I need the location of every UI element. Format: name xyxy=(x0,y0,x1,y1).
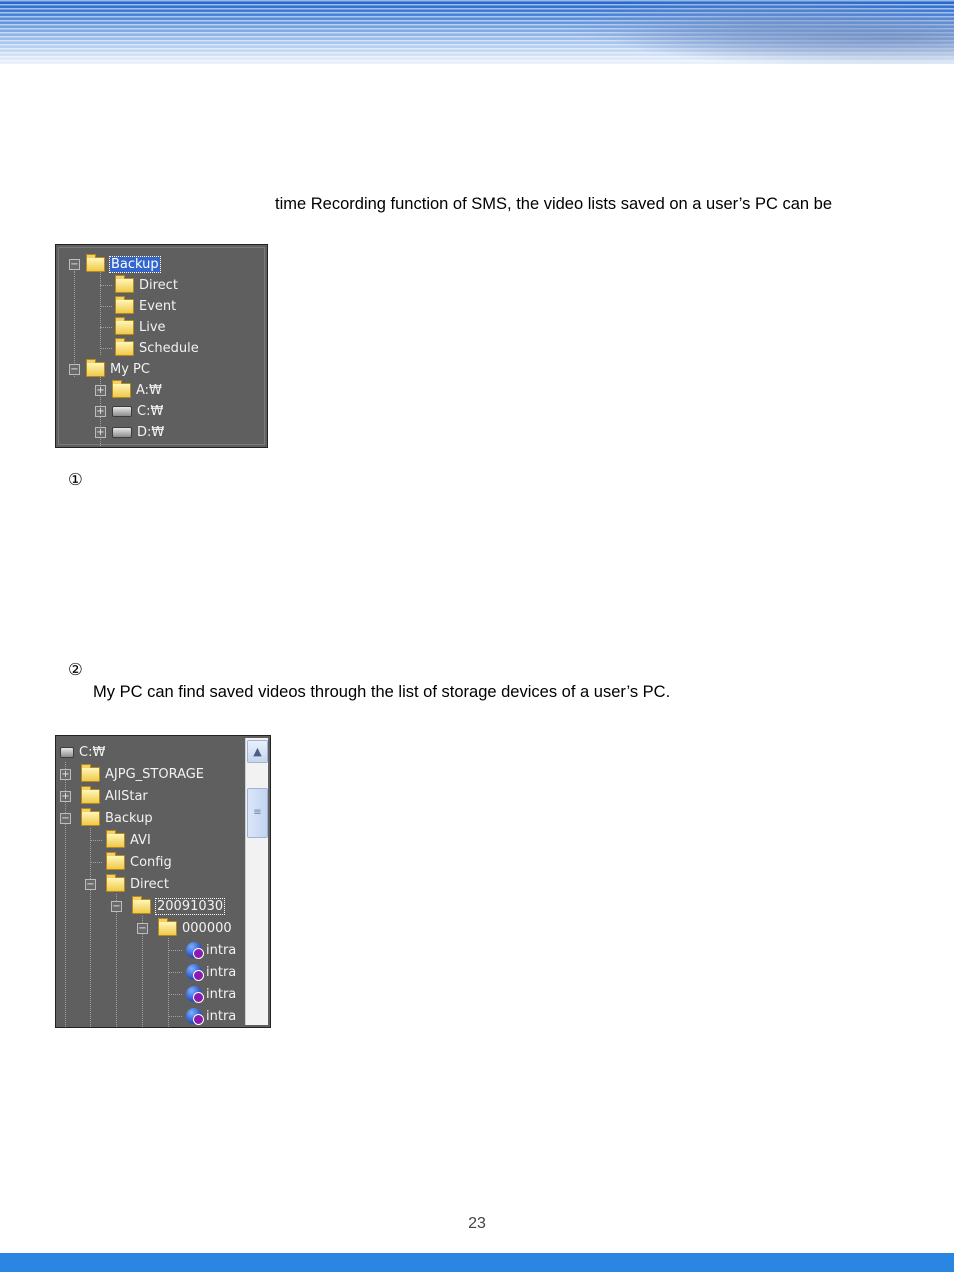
folder-icon xyxy=(86,257,105,272)
tree-node-avi[interactable] xyxy=(106,830,151,850)
tree-label: D:₩ xyxy=(137,424,165,440)
folder-icon xyxy=(132,899,151,914)
tree-node-video-file[interactable] xyxy=(186,940,236,960)
hard-drive-icon xyxy=(112,406,132,417)
tree-node-ajpg-storage[interactable] xyxy=(60,764,204,784)
tree-label: intra xyxy=(206,1008,237,1024)
tree-label: 000000 xyxy=(182,920,232,936)
expand-icon[interactable]: + xyxy=(96,384,105,396)
tree-node-000000[interactable] xyxy=(137,918,232,938)
folder-icon xyxy=(81,789,100,804)
tree-label: Direct xyxy=(130,876,169,892)
intro-line: time Recording function of SMS, the video lists saved on a user’s PC can be xyxy=(275,195,833,213)
expand-icon[interactable]: + xyxy=(96,405,105,417)
tree-label: C:₩ xyxy=(137,403,164,419)
tree-label: My PC xyxy=(110,361,150,377)
tree-label: AVI xyxy=(130,832,151,848)
video-file-icon xyxy=(186,1008,202,1024)
scroll-up-icon[interactable]: ▲ xyxy=(247,740,268,763)
video-file-icon xyxy=(186,986,202,1002)
tree-node-backup[interactable] xyxy=(60,808,153,828)
tree-label: 20091030 xyxy=(157,898,224,914)
tree-node-direct[interactable] xyxy=(115,275,178,295)
collapse-icon[interactable]: − xyxy=(86,878,95,890)
expand-icon[interactable]: + xyxy=(61,790,70,802)
tree-node-direct[interactable] xyxy=(85,874,169,894)
tree-node-drive-c[interactable] xyxy=(95,401,163,421)
tree-panel-my-pc xyxy=(55,735,271,1028)
folder-icon xyxy=(115,320,134,335)
tree-label: Backup xyxy=(111,256,159,272)
tree-node-drive-c[interactable] xyxy=(60,742,105,762)
collapse-icon[interactable]: − xyxy=(61,812,70,824)
folder-icon xyxy=(81,767,100,782)
footer-bar xyxy=(0,1253,954,1272)
collapse-icon[interactable]: − xyxy=(70,258,79,270)
tree-panel-backup xyxy=(55,244,268,448)
folder-icon xyxy=(112,383,131,398)
tree-node-drive-d[interactable] xyxy=(95,422,164,442)
vertical-scrollbar[interactable] xyxy=(245,738,268,1025)
tree-node-video-file[interactable] xyxy=(186,1006,236,1026)
page-number: 23 xyxy=(468,1215,486,1232)
tree-node-video-file[interactable] xyxy=(186,962,236,982)
tree-label: AllStar xyxy=(105,788,148,804)
hard-drive-icon xyxy=(60,747,74,758)
tree-node-schedule[interactable] xyxy=(115,338,199,358)
tree-label: Direct xyxy=(139,277,178,293)
tree-node-event[interactable] xyxy=(115,296,176,316)
folder-icon xyxy=(158,921,177,936)
tree-node-live[interactable] xyxy=(115,317,166,337)
folder-icon xyxy=(115,278,134,293)
tree-label: intra xyxy=(206,942,237,958)
marker-2: ② xyxy=(68,661,83,679)
tree-label: Event xyxy=(139,298,177,314)
tree-label: Backup xyxy=(105,810,153,826)
folder-icon xyxy=(115,341,134,356)
folder-icon xyxy=(86,362,105,377)
tree-label: AJPG_STORAGE xyxy=(105,766,205,782)
tree-label: C:₩ xyxy=(79,744,106,760)
tree-label: intra xyxy=(206,964,237,980)
folder-icon xyxy=(106,855,125,870)
tree-node-20091030[interactable] xyxy=(111,896,224,916)
tree-label: Live xyxy=(139,319,166,335)
tree-label: Config xyxy=(130,854,172,870)
tree-node-video-file[interactable] xyxy=(186,984,236,1004)
expand-icon[interactable]: + xyxy=(96,426,105,438)
collapse-icon[interactable]: − xyxy=(138,922,147,934)
expand-icon[interactable]: + xyxy=(61,768,70,780)
folder-icon xyxy=(81,811,100,826)
collapse-icon[interactable]: − xyxy=(112,900,121,912)
header-banner xyxy=(0,0,954,64)
folder-icon xyxy=(106,833,125,848)
folder-icon xyxy=(115,299,134,314)
video-file-icon xyxy=(186,942,202,958)
tree-node-backup[interactable] xyxy=(69,254,160,274)
tree-label: Schedule xyxy=(139,340,199,356)
video-file-icon xyxy=(186,964,202,980)
tree-label: A:₩ xyxy=(136,382,162,398)
tree-node-allstar[interactable] xyxy=(60,786,148,806)
hard-drive-icon xyxy=(112,427,132,438)
tree-label: intra xyxy=(206,986,237,1002)
my-pc-description: My PC can find saved videos through the list of storage devices of a user’s PC. xyxy=(93,683,671,701)
tree-node-config[interactable] xyxy=(106,852,172,872)
header-decoration xyxy=(534,0,954,64)
tree-node-drive-a[interactable] xyxy=(95,380,162,400)
tree-node-my-pc[interactable] xyxy=(69,359,150,379)
collapse-icon[interactable]: − xyxy=(70,363,79,375)
marker-1: ① xyxy=(68,471,83,489)
folder-icon xyxy=(106,877,125,892)
scroll-thumb[interactable]: ≡ xyxy=(247,788,268,838)
